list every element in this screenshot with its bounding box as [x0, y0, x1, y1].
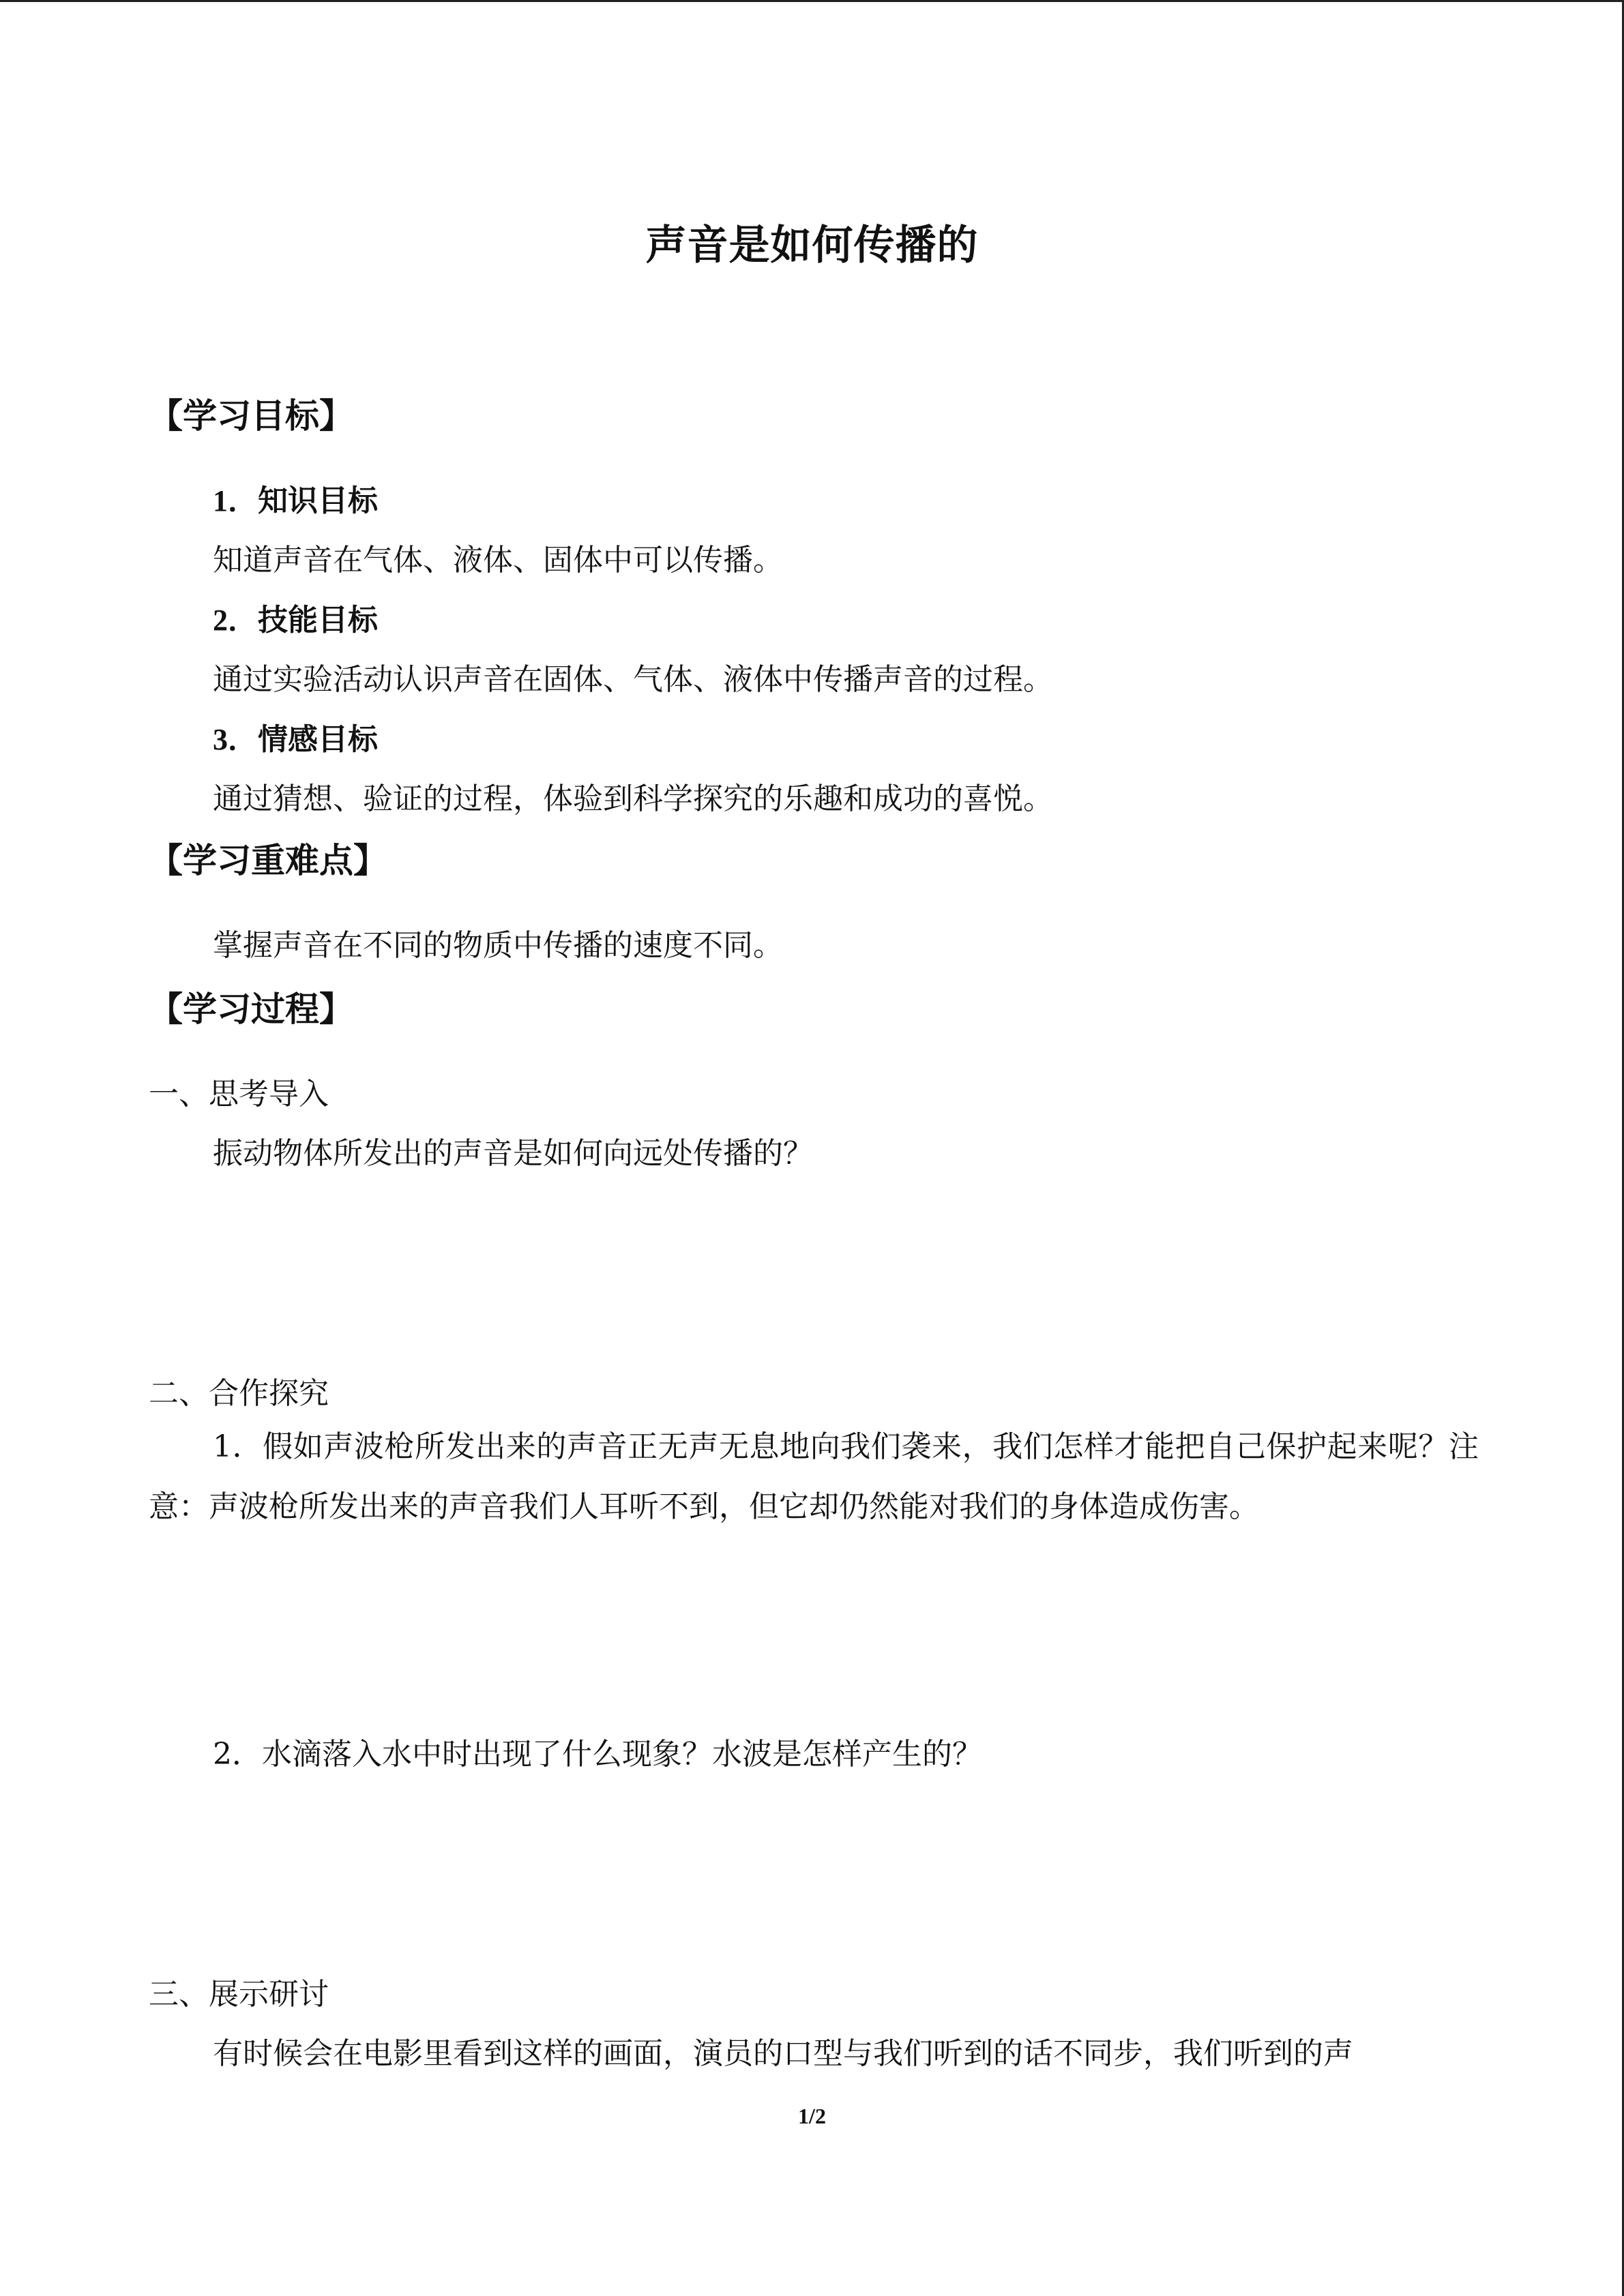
- objective-3-label: 情感目标: [258, 722, 378, 757]
- section-heading-objectives: 【学习目标】: [149, 396, 353, 436]
- part1-heading: 一、思考导入: [149, 1077, 329, 1112]
- part2-question-1: 1．假如声波枪所发出来的声音正无声无息地向我们袭来，我们怎样才能把自己保护起来呢？注意：声波枪所发出来的声音我们人耳听不到，但它却仍然能对我们的身体造成伤害。: [149, 1429, 1479, 1524]
- objective-2-label: 技能目标: [258, 603, 378, 638]
- part2-question-2: 2．水滴落入水中时出现了什么现象？水波是怎样产生的？: [213, 1737, 982, 1772]
- part2-heading: 二、合作探究: [149, 1376, 329, 1411]
- objective-3-text: 通过猜想、验证的过程，体验到科学探究的乐趣和成功的喜悦。: [213, 781, 1053, 816]
- part1-question: 振动物体所发出的声音是如何向远处传播的？: [213, 1136, 813, 1171]
- part3-heading: 三、展示研讨: [149, 1977, 329, 2012]
- section-heading-key-points: 【学习重难点】: [149, 841, 387, 880]
- objective-2-heading: [213, 595, 378, 639]
- objective-2-number: 2．: [213, 603, 258, 637]
- objective-3-number: 3．: [213, 723, 258, 756]
- section-heading-process: 【学习过程】: [149, 989, 353, 1029]
- part3-text: 有时候会在电影里看到这样的画面，演员的口型与我们听到的话不同步，我们听到的声: [213, 2036, 1353, 2071]
- objective-3-heading: [213, 715, 378, 758]
- objective-1-label: 知识目标: [258, 483, 378, 518]
- key-points-text: 掌握声音在不同的物质中传播的速度不同。: [213, 928, 783, 963]
- objective-1-text: 知道声音在气体、液体、固体中可以传播。: [213, 543, 783, 578]
- document-title: 声音是如何传播的: [645, 222, 979, 269]
- objective-1-number: 1．: [213, 484, 258, 518]
- objective-1-heading: [213, 476, 378, 520]
- page-border-top: [0, 0, 1624, 2]
- page-number: 1/2: [798, 2104, 826, 2128]
- objective-2-text: 通过实验活动认识声音在固体、气体、液体中传播声音的过程。: [213, 662, 1053, 697]
